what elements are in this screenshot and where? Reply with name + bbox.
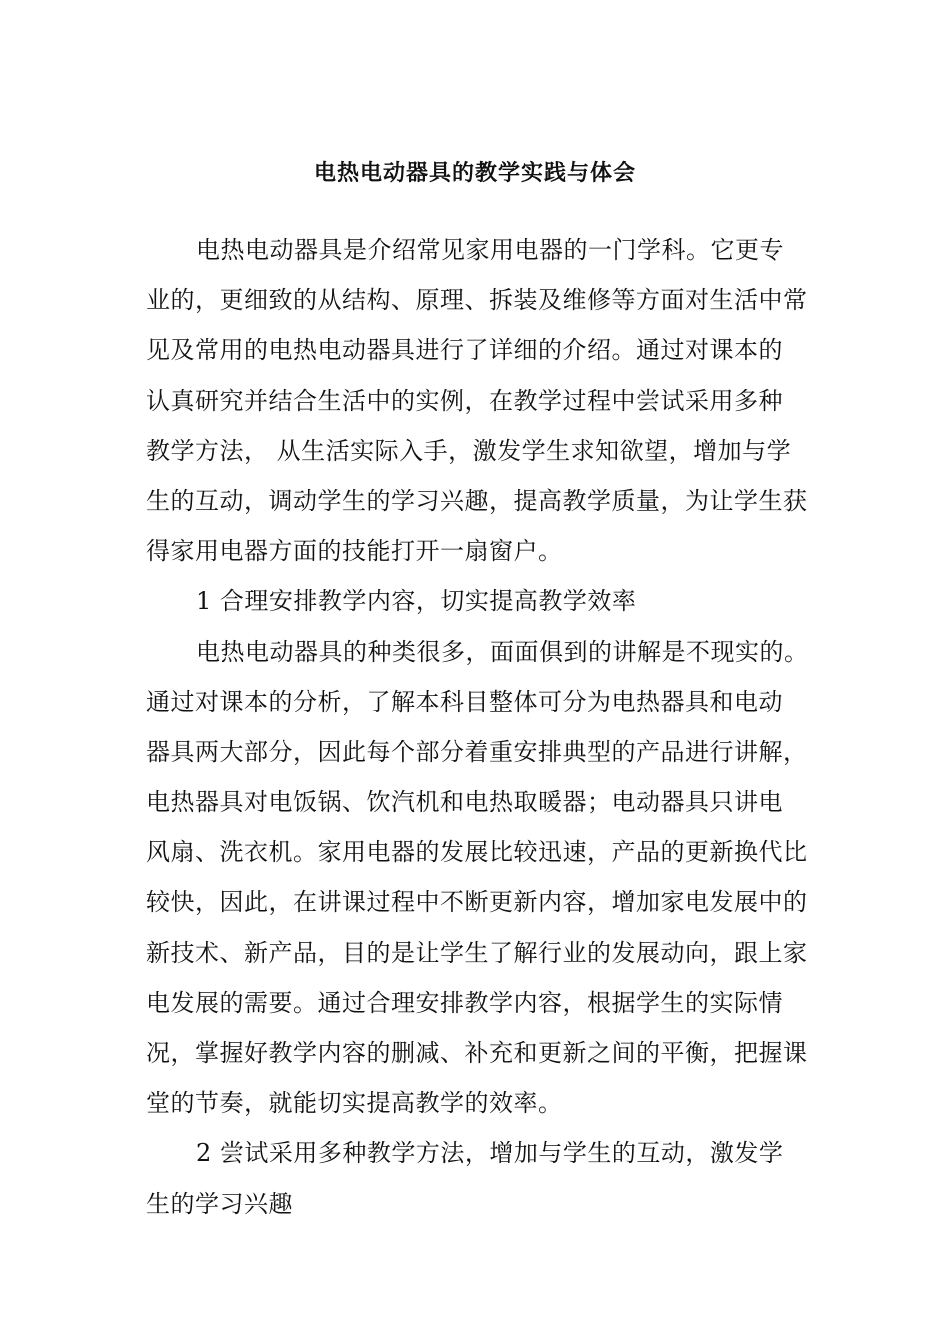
text-line: 2 尝试采用多种教学方法，增加与学生的互动，激发学 [196,1139,784,1168]
text-line: 通过对课本的分析，了解本科目整体可分为电热器具和电动 [146,687,783,716]
text-line: 见及常用的电热电动器具进行了详细的介绍。通过对课本的 [146,336,783,365]
text-line: 电热器具对电饭锅、饮汽机和电热取暖器；电动器具只讲电 [146,788,783,817]
text-line: 生的学习兴趣 [146,1189,293,1218]
text-line: 风扇、洗衣机。家用电器的发展比较迅速，产品的更新换代比 [146,838,808,867]
text-line: 较快，因此，在讲课过程中不断更新内容，增加家电发展中的 [146,888,808,917]
text-line: 认真研究并结合生活中的实例，在教学过程中尝试采用多种 [146,386,783,415]
text-line: 1 合理安排教学内容，切实提高教学效率 [196,587,637,616]
text-line: 新技术、新产品，目的是让学生了解行业的发展动向，跟上家 [146,938,808,967]
text-line: 堂的节奏，就能切实提高教学的效率。 [146,1089,563,1118]
text-line: 生的互动，调动学生的学习兴趣，提高教学质量，为让学生获 [146,486,808,515]
text-line: 电热电动器具是介绍常见家用电器的一门学科。它更专 [196,236,784,264]
text-line: 教学方法， 从生活实际入手，激发学生求知欲望，增加与学 [146,436,792,465]
text-line: 业的，更细致的从结构、原理、拆装及维修等方面对生活中常 [146,286,808,315]
text-line: 器具两大部分，因此每个部分着重安排典型的产品进行讲解， [146,737,808,766]
document-title: 电热电动器具的教学实践与体会 [313,160,636,186]
text-line: 得家用电器方面的技能打开一扇窗户。 [146,537,563,566]
document-body [146,225,816,1229]
text-line: 电热电动器具的种类很多，面面俱到的讲解是不现实的。 [196,637,809,666]
text-line: 况，掌握好教学内容的删减、补充和更新之间的平衡，把握课 [146,1039,808,1067]
text-line: 电发展的需要。通过合理安排教学内容，根据学生的实际情 [146,988,783,1017]
